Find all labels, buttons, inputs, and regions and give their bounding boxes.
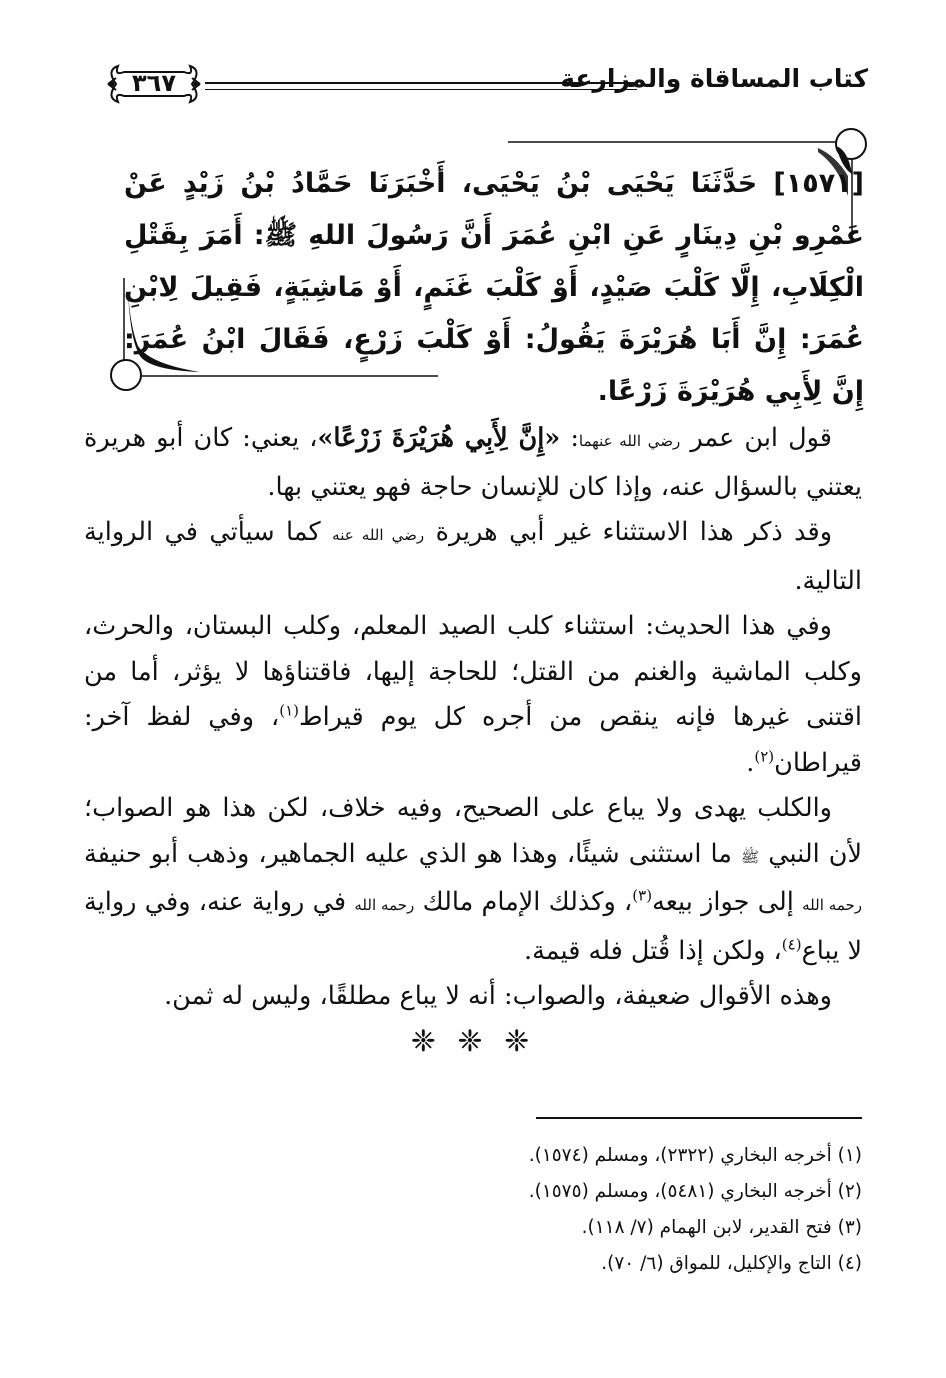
text-span: ، وكذلك الإمام مالك	[422, 887, 633, 917]
footnote-item: (٤) التاج والإكليل، للمواق (٦/ ٧٠).	[601, 1253, 862, 1274]
commentary-paragraph	[84, 974, 862, 1020]
text-span: ، وفي لفظ آخر: قيراطان	[84, 702, 862, 778]
commentary	[84, 416, 862, 1020]
commentary-paragraph	[84, 510, 862, 604]
footnotes	[262, 1138, 862, 1282]
footnote-ref[interactable]: (٣)	[632, 886, 653, 905]
footnote-item: (١) أخرجه البخاري (٢٣٢٢)، ومسلم (١٥٧٤).	[528, 1145, 862, 1166]
section-separator-icon: ❈ ❈ ❈	[410, 1024, 536, 1059]
honorific: رحمه الله	[354, 896, 415, 914]
quoted-phrase: «إِنَّ لِأَبِي هُرَيْرَةَ زَرْعًا»	[317, 423, 561, 453]
text-span: قول ابن عمر	[690, 423, 832, 453]
commentary-paragraph: قول ابن عمر رضي الله عنهما: «إِنَّ لِأَبِي هُرَيْرَةَ زَرْعًا»، يعني: كان أبو هريرة يعتني بالسؤال عنه، وإذا كان للإنسان حاجة فهو يعتني بها.	[84, 423, 862, 502]
hadith-text: حَدَّثَنَا يَحْيَى بْنُ يَحْيَى، أَخْبَرَنَا حَمَّادُ بْنُ زَيْدٍ عَنْ عَمْرِو بْنِ دِينَارٍ عَنِ ابْنِ عُمَرَ أَنَّ رَسُولَ اللهِ ﷺ: أَمَرَ بِقَتْلِ الْكِلَابِ، إِلَّا كَلْبَ صَيْدٍ، أَوْ كَلْبَ غَنَمٍ، أَوْ مَاشِيَةٍ، فَقِيلَ لِابْنِ عُمَرَ: إِنَّ أَبَا هُرَيْرَةَ يَقُولُ: أَوْ كَلْبَ زَرْعٍ، فَقَالَ ابْنُ عُمَرَ: إِنَّ لِأَبِي هُرَيْرَةَ زَرْعًا.	[124, 168, 864, 407]
text-span: في رواية عنه، وفي رواية لا يباع	[84, 887, 862, 966]
text-span: وهذه الأقوال ضعيفة، والصواب: أنه لا يباع مطلقًا، وليس له ثمن.	[164, 981, 832, 1011]
footnote-ref[interactable]: (٤)	[781, 935, 802, 953]
commentary-paragraph	[84, 604, 862, 786]
text-span: كما سيأتي في الرواية التالية.	[84, 517, 862, 596]
footnote-ref[interactable]: (٢)	[754, 747, 775, 765]
page-number: ٣٦٧	[132, 69, 176, 97]
hadith-number: [١٥٧١]	[773, 168, 864, 199]
text-span: ، ولكن إذا قُتل فله قيمة.	[524, 935, 782, 966]
text-span: ، يعني: كان أبو هريرة يعتني بالسؤال عنه، وإذا كان للإنسان حاجة فهو يعتني بها.	[84, 423, 862, 502]
honorific: ﷺ	[741, 847, 760, 866]
text-span: إلى جواز بيعه	[652, 887, 794, 917]
footnote-rule	[536, 1117, 862, 1119]
honorific: رضي الله عنهما	[578, 432, 681, 450]
footnote-item: (٢) أخرجه البخاري (٥٤٨١)، ومسلم (١٥٧٥).	[528, 1181, 862, 1202]
hadith-text-block	[124, 158, 864, 418]
text-span: ما استثنى شيئًا، وهذا هو الذي عليه الجماهير، وذهب أبو حنيفة	[84, 838, 732, 869]
text-span: والكلب يهدى ولا يباع على الصحيح، وفيه خلاف، لكن هذا هو الصواب؛ لأن النبي	[84, 793, 863, 869]
running-header-title: كتاب المساقاة والمزارعة	[560, 64, 868, 93]
text-span: وفي هذا الحديث: استثناء كلب الصيد المعلم، وكلب البستان، والحرث، وكلب الماشية والغنم من القتل؛ للحاجة إليها، فاقتناؤها لا يؤثر، أما من اقتنى غيرها فإنه ينقص من أجره كل يوم قيراط	[84, 611, 862, 732]
honorific: رحمه الله	[802, 896, 863, 914]
text-span: .	[746, 747, 755, 778]
text-span: وقد ذكر هذا الاستثناء غير أبي هريرة	[435, 517, 833, 547]
commentary-paragraph	[84, 786, 862, 974]
footnote-item: (٣) فتح القدير، لابن الهمام (٧/ ١١٨).	[581, 1217, 862, 1238]
honorific: رضي الله عنه	[332, 526, 425, 544]
footnote-ref[interactable]: (١)	[279, 701, 300, 720]
